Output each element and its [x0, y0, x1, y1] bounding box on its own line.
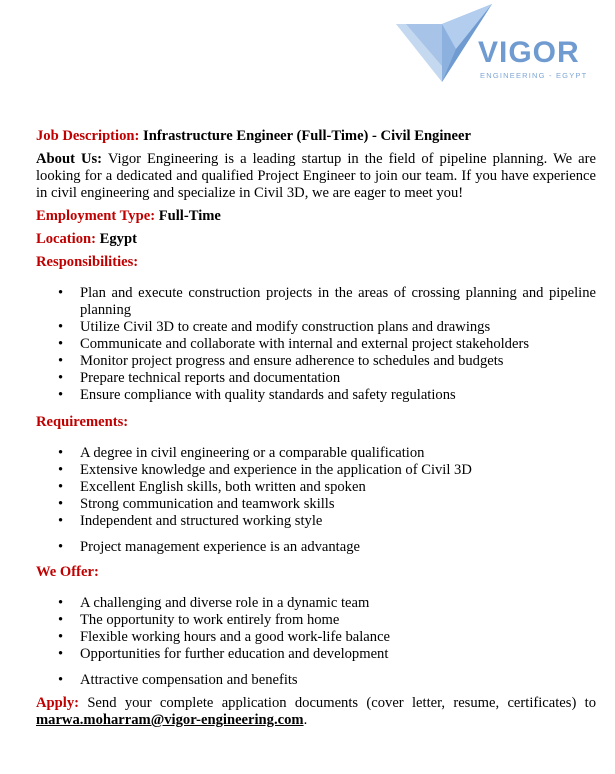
- list-item: • Flexible working hours and a good work-life balance: [80, 629, 596, 646]
- company-logo: [396, 4, 596, 86]
- list-item: • Independent and structured working style: [80, 513, 596, 530]
- apply-period: .: [303, 712, 308, 728]
- list-item: • Plan and execute construction projects in the areas of crossing planning and pipeline planning: [80, 285, 596, 319]
- job-description-label: Job Description:: [36, 128, 140, 144]
- responsibilities-list: [36, 285, 596, 404]
- logo-wordmark: VIGOR: [478, 36, 580, 69]
- list-item: • Monitor project progress and ensure adherence to schedules and budgets: [80, 353, 596, 370]
- apply-paragraph: [36, 695, 596, 729]
- location-line: [36, 231, 596, 248]
- list-item: • The opportunity to work entirely from home: [80, 612, 596, 629]
- list-item: • A degree in civil engineering or a comparable qualification: [80, 445, 596, 462]
- job-title: Infrastructure Engineer (Full-Time) - Civil Engineer: [143, 128, 471, 144]
- list-item: • A challenging and diverse role in a dynamic team: [80, 595, 596, 612]
- apply-label: Apply:: [36, 695, 79, 711]
- list-item: • Attractive compensation and benefits: [80, 672, 596, 689]
- about-paragraph: [36, 151, 596, 202]
- list-item: • Utilize Civil 3D to create and modify construction plans and drawings: [80, 319, 596, 336]
- apply-text: Send your complete application documents (cover letter, resume, certificates) to: [87, 695, 596, 711]
- email-link[interactable]: marwa.moharram@vigor-engineering.com: [36, 712, 304, 728]
- list-item: • Opportunities for further education and development: [80, 646, 596, 663]
- we-offer-heading: We Offer:: [36, 564, 99, 580]
- list-item: • Communicate and collaborate with internal and external project stakeholders: [80, 336, 596, 353]
- requirements-list: [36, 445, 596, 556]
- location-value: Egypt: [99, 231, 137, 247]
- about-label: About Us:: [36, 151, 103, 167]
- location-label: Location:: [36, 231, 96, 247]
- requirements-heading: Requirements:: [36, 414, 129, 430]
- list-item: • Ensure compliance with quality standards and safety regulations: [80, 387, 596, 404]
- list-item: • Prepare technical reports and documentation: [80, 370, 596, 387]
- list-item: • Excellent English skills, both written and spoken: [80, 479, 596, 496]
- about-text: Vigor Engineering is a leading startup in the field of pipeline planning. We are looking for a dedicated and qualified Project Engineer to join our team. If you have experience in civil engineering and specialize in Civil 3D, we are eager to meet you!: [36, 151, 596, 201]
- list-item: • Extensive knowledge and experience in the application of Civil 3D: [80, 462, 596, 479]
- we-offer-list: [36, 595, 596, 689]
- employment-line: [36, 208, 596, 225]
- job-title-line: [36, 128, 596, 145]
- employment-label: Employment Type:: [36, 208, 156, 224]
- employment-value: Full-Time: [158, 208, 221, 224]
- logo-tagline: ENGINEERING - EGYPT: [480, 71, 588, 80]
- job-posting: [36, 128, 596, 735]
- responsibilities-heading: Responsibilities:: [36, 254, 139, 270]
- list-item: • Project management experience is an advantage: [80, 539, 596, 556]
- list-item: • Strong communication and teamwork skills: [80, 496, 596, 513]
